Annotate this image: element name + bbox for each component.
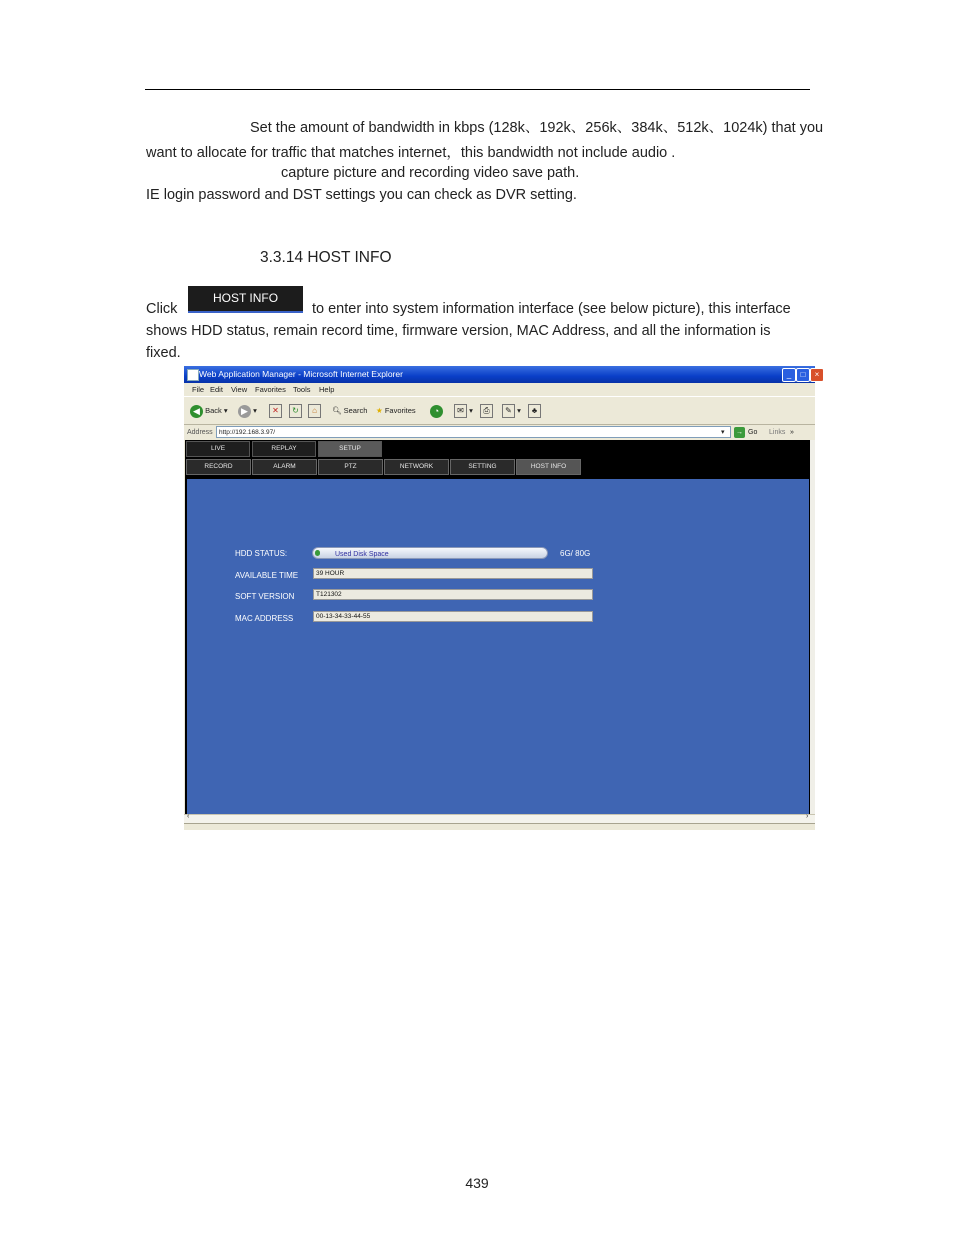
click-word: Click: [146, 301, 178, 317]
scroll-left-icon[interactable]: ‹: [187, 813, 190, 820]
tab-ptz[interactable]: PTZ: [318, 459, 383, 475]
refresh-icon: ↻: [289, 404, 302, 418]
disk-capacity: 6G/ 80G: [560, 549, 591, 558]
favorites-label: Favorites: [384, 406, 416, 415]
mac-address-field: 00-13-34-33-44-55: [313, 611, 593, 622]
browser-titlebar: [184, 366, 820, 383]
history-button[interactable]: [430, 403, 443, 419]
home-icon: ⌂: [308, 404, 321, 418]
disk-bar-label: Used Disk Space: [335, 551, 389, 558]
header-rule: [145, 89, 810, 90]
menu-file[interactable]: File: [192, 385, 205, 394]
address-value: http://192.168.3.97/: [219, 429, 276, 436]
search-icon: 🔍︎: [332, 406, 342, 415]
home-button[interactable]: [308, 403, 321, 419]
menu-tools[interactable]: Tools: [293, 385, 311, 394]
go-arrow-icon[interactable]: →: [736, 429, 743, 436]
menu-edit[interactable]: Edit: [210, 385, 223, 394]
available-time-field: 39 HOUR: [313, 568, 593, 579]
address-label: Address: [187, 429, 213, 436]
host-info-button-image: [188, 286, 303, 313]
browser-screenshot: [184, 366, 820, 829]
hdd-status-label: HDD STATUS:: [235, 549, 288, 558]
menu-favorites[interactable]: Favorites: [255, 385, 286, 394]
soft-version-field: T121302: [313, 589, 593, 600]
address-bar: [184, 424, 815, 440]
mac-address-label: MAC ADDRESS: [235, 614, 294, 623]
tab-network[interactable]: NETWORK: [384, 459, 449, 475]
browser-toolbar: [184, 396, 815, 425]
messenger-icon: ♣: [528, 404, 541, 418]
forward-button[interactable]: ▶ ▾: [238, 403, 257, 419]
mail-icon: ✉: [454, 404, 467, 418]
back-button[interactable]: ◀ Back ▾: [190, 403, 228, 419]
tab-host-info[interactable]: HOST INFO: [516, 459, 581, 475]
available-time-label: AVAILABLE TIME: [235, 571, 299, 580]
print-button[interactable]: [480, 403, 493, 419]
body-line3: fixed.: [146, 345, 181, 361]
edit-icon: ✎: [502, 404, 515, 418]
tab-record[interactable]: RECORD: [186, 459, 251, 475]
star-icon: ★: [376, 406, 383, 415]
refresh-button[interactable]: [289, 403, 302, 419]
ie-icon: [187, 369, 199, 381]
browser-title: Web Application Manager - Microsoft Internet Explorer: [199, 369, 403, 379]
para1-line2: want to allocate for traffic that matches internet，this bandwidth not include audio .: [146, 145, 676, 161]
page-number: 439: [465, 1175, 489, 1191]
soft-version-label: SOFT VERSION: [235, 592, 295, 601]
disk-usage-bar: [312, 547, 548, 559]
links-label[interactable]: Links: [769, 429, 786, 436]
host-info-panel: [187, 479, 809, 814]
tab-live[interactable]: LIVE: [186, 441, 250, 457]
menu-view[interactable]: View: [231, 385, 248, 394]
scroll-right-icon[interactable]: ›: [806, 813, 809, 820]
maximize-icon[interactable]: □: [796, 368, 810, 382]
tab-setting[interactable]: SETTING: [450, 459, 515, 475]
status-bar: [184, 823, 815, 830]
body-line2: shows HDD status, remain record time, firmware version, MAC Address, and all the information is: [146, 323, 771, 339]
stop-button[interactable]: [269, 403, 282, 419]
para1-line1: Set the amount of bandwidth in kbps (128k、192k、256k、384k、512k、1024k) that you: [250, 120, 824, 136]
address-input[interactable]: [216, 426, 731, 438]
app-page: [185, 440, 811, 814]
vertical-scrollbar[interactable]: [810, 440, 815, 814]
messenger-button[interactable]: [528, 403, 541, 419]
tab-setup[interactable]: SETUP: [318, 441, 382, 457]
favorites-button[interactable]: [376, 403, 416, 419]
menu-bar: [184, 383, 815, 396]
mail-button[interactable]: ✉ ▾: [454, 403, 473, 419]
tab-replay[interactable]: REPLAY: [252, 441, 316, 457]
menu-help[interactable]: Help: [319, 385, 335, 394]
back-label: Back: [205, 406, 222, 415]
search-button[interactable]: [332, 403, 367, 419]
stop-icon: ✕: [269, 404, 282, 418]
go-label[interactable]: Go: [748, 429, 758, 436]
disk-usage-fill: [315, 550, 320, 556]
back-arrow-icon: ◀: [190, 405, 203, 418]
section-heading: 3.3.14 HOST INFO: [260, 249, 392, 266]
click-line-rest: to enter into system information interface (see below picture), this interface: [312, 301, 791, 317]
minimize-icon[interactable]: _: [782, 368, 796, 382]
chevron-down-icon[interactable]: ▾: [721, 429, 725, 436]
forward-arrow-icon: ▶: [238, 405, 251, 418]
history-icon: ◔: [430, 405, 443, 418]
links-chevron-icon[interactable]: »: [790, 429, 794, 436]
para3: IE login password and DST settings you can check as DVR setting.: [146, 187, 577, 203]
print-icon: ⎙: [480, 404, 493, 418]
para2: capture picture and recording video save path.: [281, 165, 580, 181]
host-info-button-label: HOST INFO: [212, 291, 279, 305]
search-label: Search: [343, 406, 368, 415]
close-icon[interactable]: ×: [810, 368, 824, 382]
tab-alarm[interactable]: ALARM: [252, 459, 317, 475]
edit-button[interactable]: ✎ ▾: [502, 403, 521, 419]
